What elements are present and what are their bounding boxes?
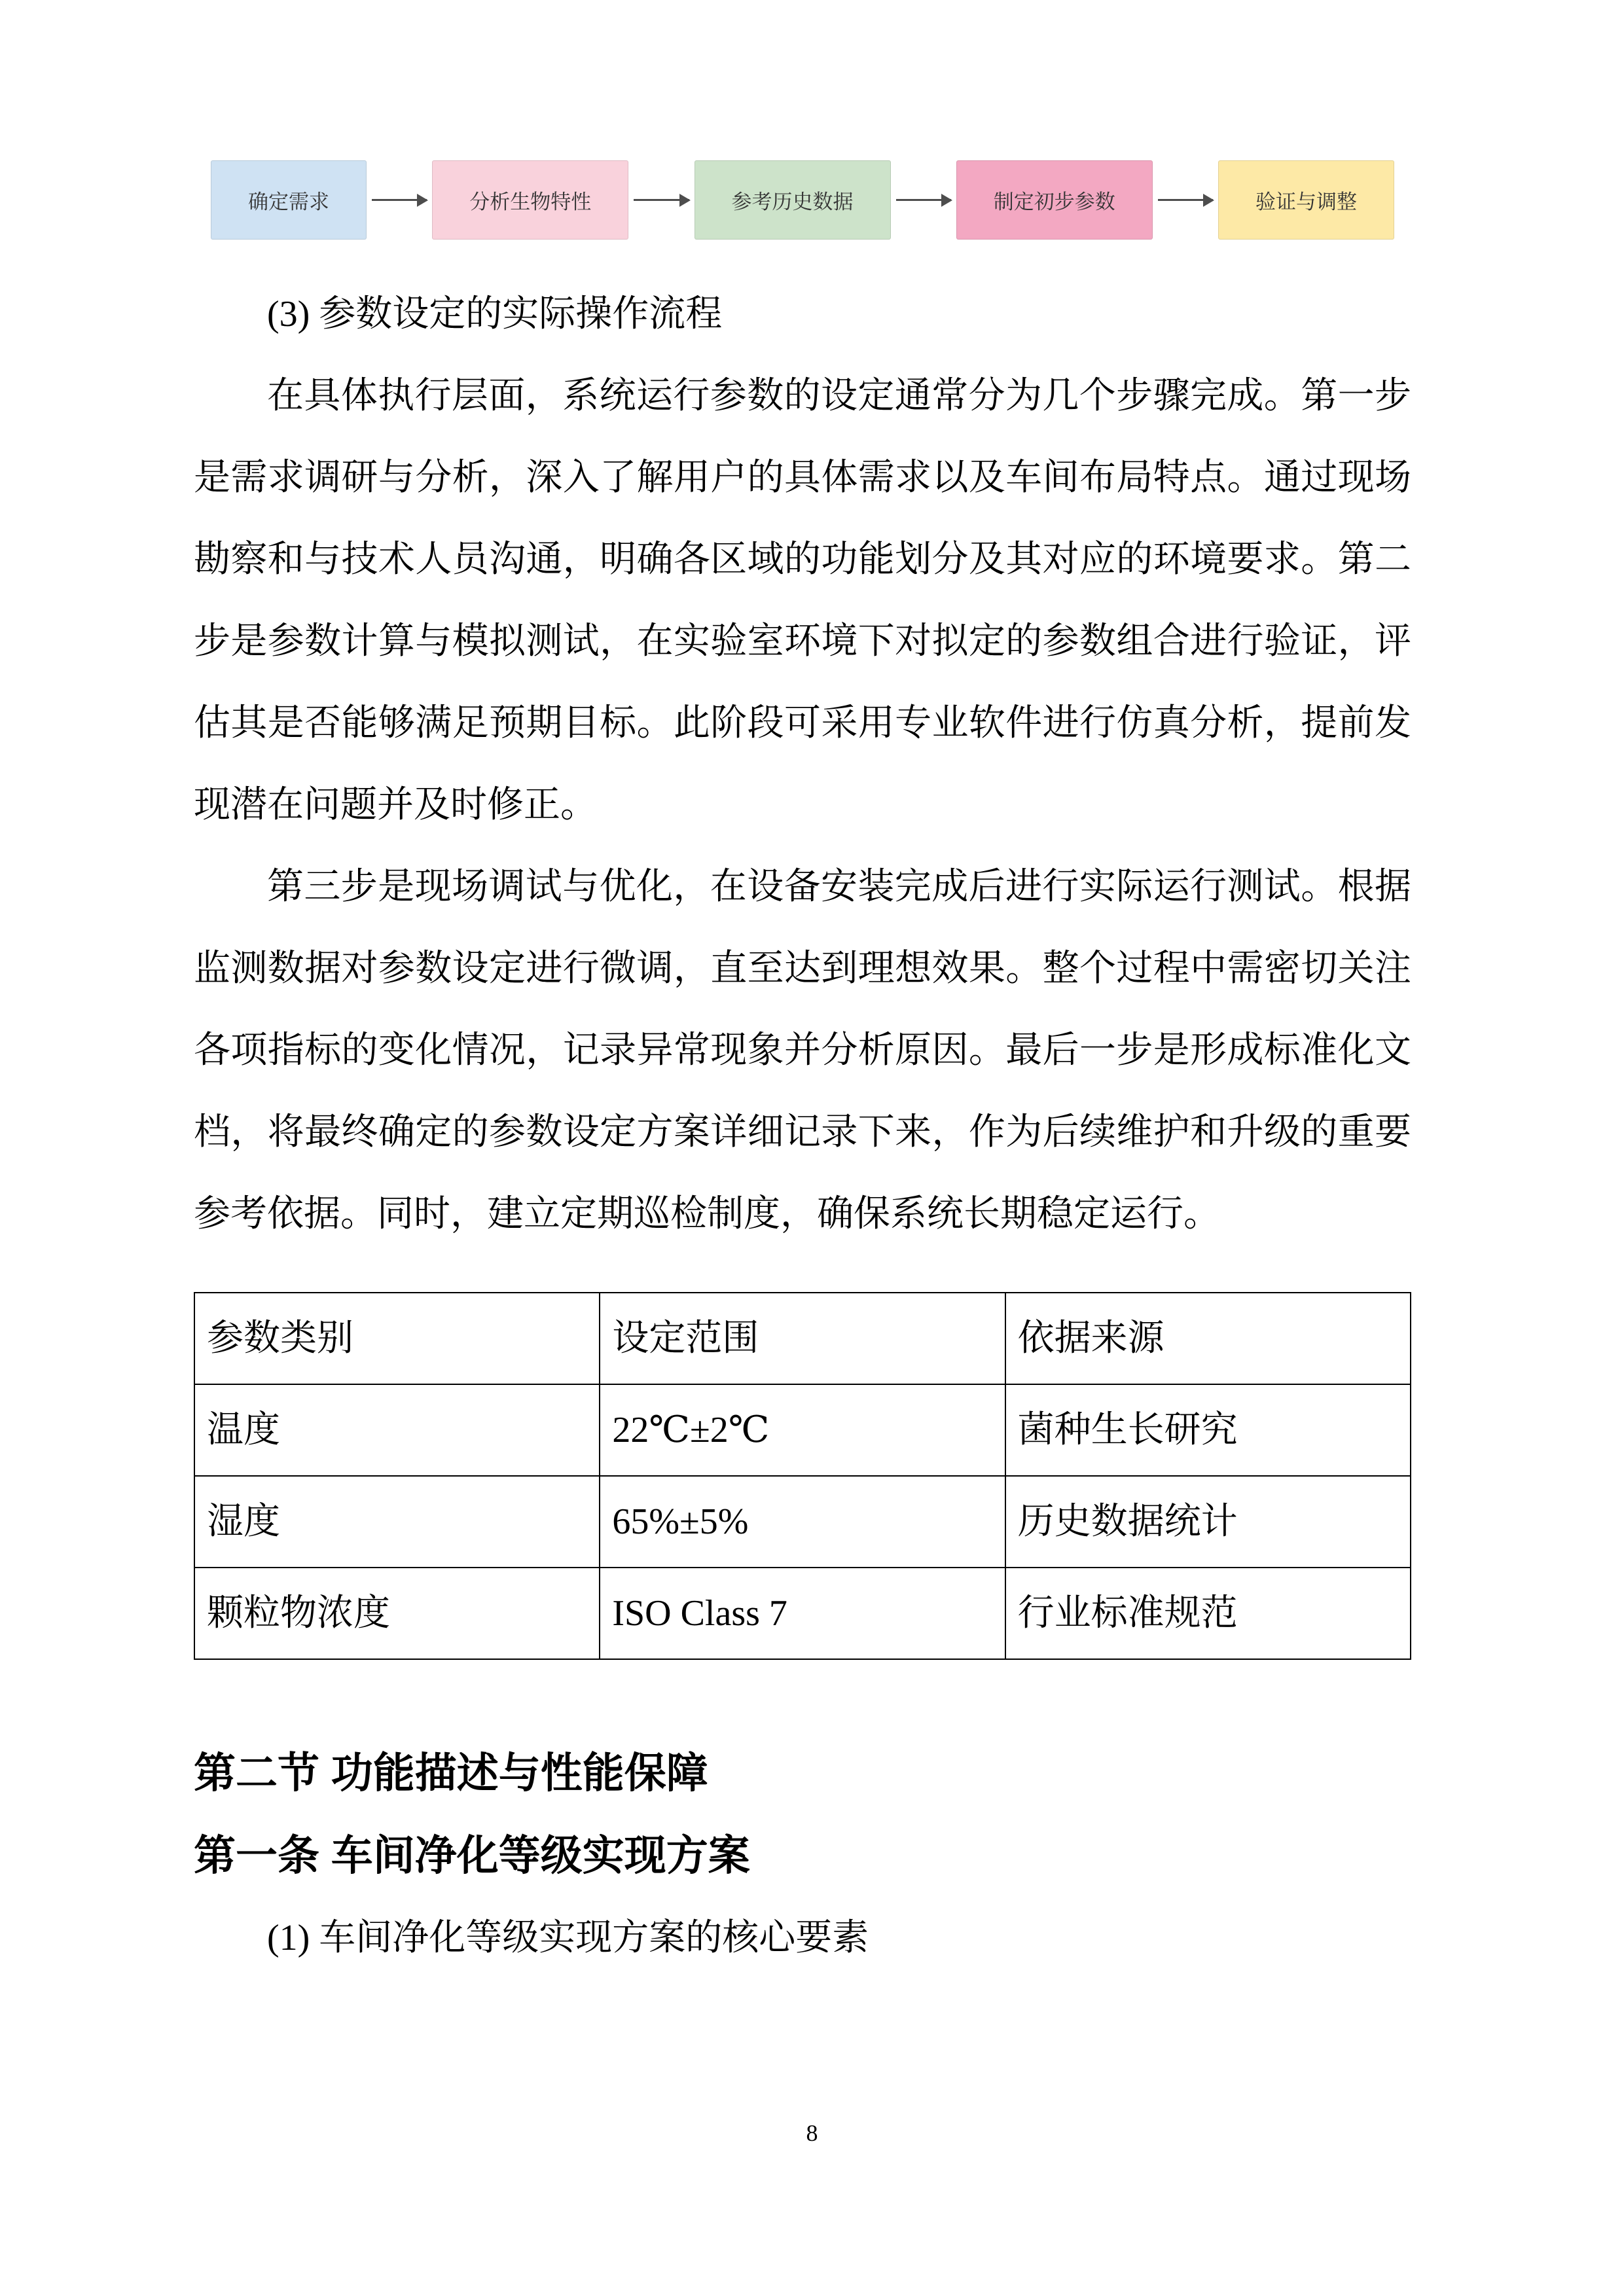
- flowchart-step-label: 确定需求: [248, 190, 329, 213]
- table-header-cell: 参数类别: [194, 1293, 600, 1384]
- paragraph-1: 在具体执行层面，系统运行参数的设定通常分为几个步骤完成。第一步是需求调研与分析，深入了解用户的具体需求以及车间布局特点。通过现场勘察和与技术人员沟通，明确各区域的功能划分及其对应的环境要求。第二步是参数计算与模拟测试，在实验室环境下对拟定的参数组合进行验证，评估其是否能够满足预期目标。此阶段可采用专业软件进行仿真分析，提前发现潜在问题并及时修正。: [194, 376, 1411, 825]
- table-cell: 历史数据统计: [1005, 1476, 1411, 1568]
- table-header-row: [194, 1293, 1411, 1384]
- article-heading: 第一条 车间净化等级实现方案: [194, 1832, 750, 1879]
- flowchart-step-label: 制定初步参数: [993, 190, 1115, 213]
- table-row: [194, 1568, 1411, 1659]
- arrow-right-icon: [634, 199, 689, 201]
- flowchart-step-label: 参考历史数据: [731, 190, 854, 213]
- table-cell: 65%±5%: [600, 1476, 1005, 1568]
- table-header-cell: 依据来源: [1005, 1293, 1411, 1384]
- page-number: 8: [806, 2120, 818, 2146]
- flowchart-step-1: [211, 160, 367, 240]
- table-cell: 湿度: [194, 1476, 600, 1568]
- table-cell: 温度: [194, 1384, 600, 1476]
- flowchart-step-5: [1218, 160, 1394, 240]
- flowchart-step-label: 分析生物特性: [469, 190, 592, 213]
- arrow-right-icon: [1158, 199, 1213, 201]
- table-cell: 22℃±2℃: [600, 1384, 1005, 1476]
- process-flowchart: [194, 160, 1411, 240]
- table-cell: 行业标准规范: [1005, 1568, 1411, 1659]
- parameters-table: [194, 1292, 1411, 1660]
- arrow-right-icon: [372, 199, 427, 201]
- table-row: [194, 1476, 1411, 1568]
- arrow-right-icon: [896, 199, 951, 201]
- table-cell: ISO Class 7: [600, 1568, 1005, 1659]
- table-cell: 颗粒物浓度: [194, 1568, 600, 1659]
- subsection-heading-3: (3) 参数设定的实际操作流程: [267, 294, 723, 334]
- section-heading: 第二节 功能描述与性能保障: [194, 1749, 708, 1797]
- flowchart-step-4: [956, 160, 1153, 240]
- flowchart-step-label: 验证与调整: [1255, 190, 1357, 213]
- flowchart-step-3: [695, 160, 891, 240]
- paragraph-2: 第三步是现场调试与优化，在设备安装完成后进行实际运行测试。根据监测数据对参数设定进行微调，直至达到理想效果。整个过程中需密切关注各项指标的变化情况，记录异常现象并分析原因。最后一步是形成标准化文档，将最终确定的参数设定方案详细记录下来，作为后续维护和升级的重要参考依据。同时，建立定期巡检制度，确保系统长期稳定运行。: [194, 867, 1411, 1234]
- table-row: [194, 1384, 1411, 1476]
- table-cell: 菌种生长研究: [1005, 1384, 1411, 1476]
- flowchart-step-2: [432, 160, 628, 240]
- table-header-cell: 设定范围: [600, 1293, 1005, 1384]
- subsection-heading-1: (1) 车间净化等级实现方案的核心要素: [267, 1918, 869, 1958]
- page-footer: [0, 2119, 1624, 2147]
